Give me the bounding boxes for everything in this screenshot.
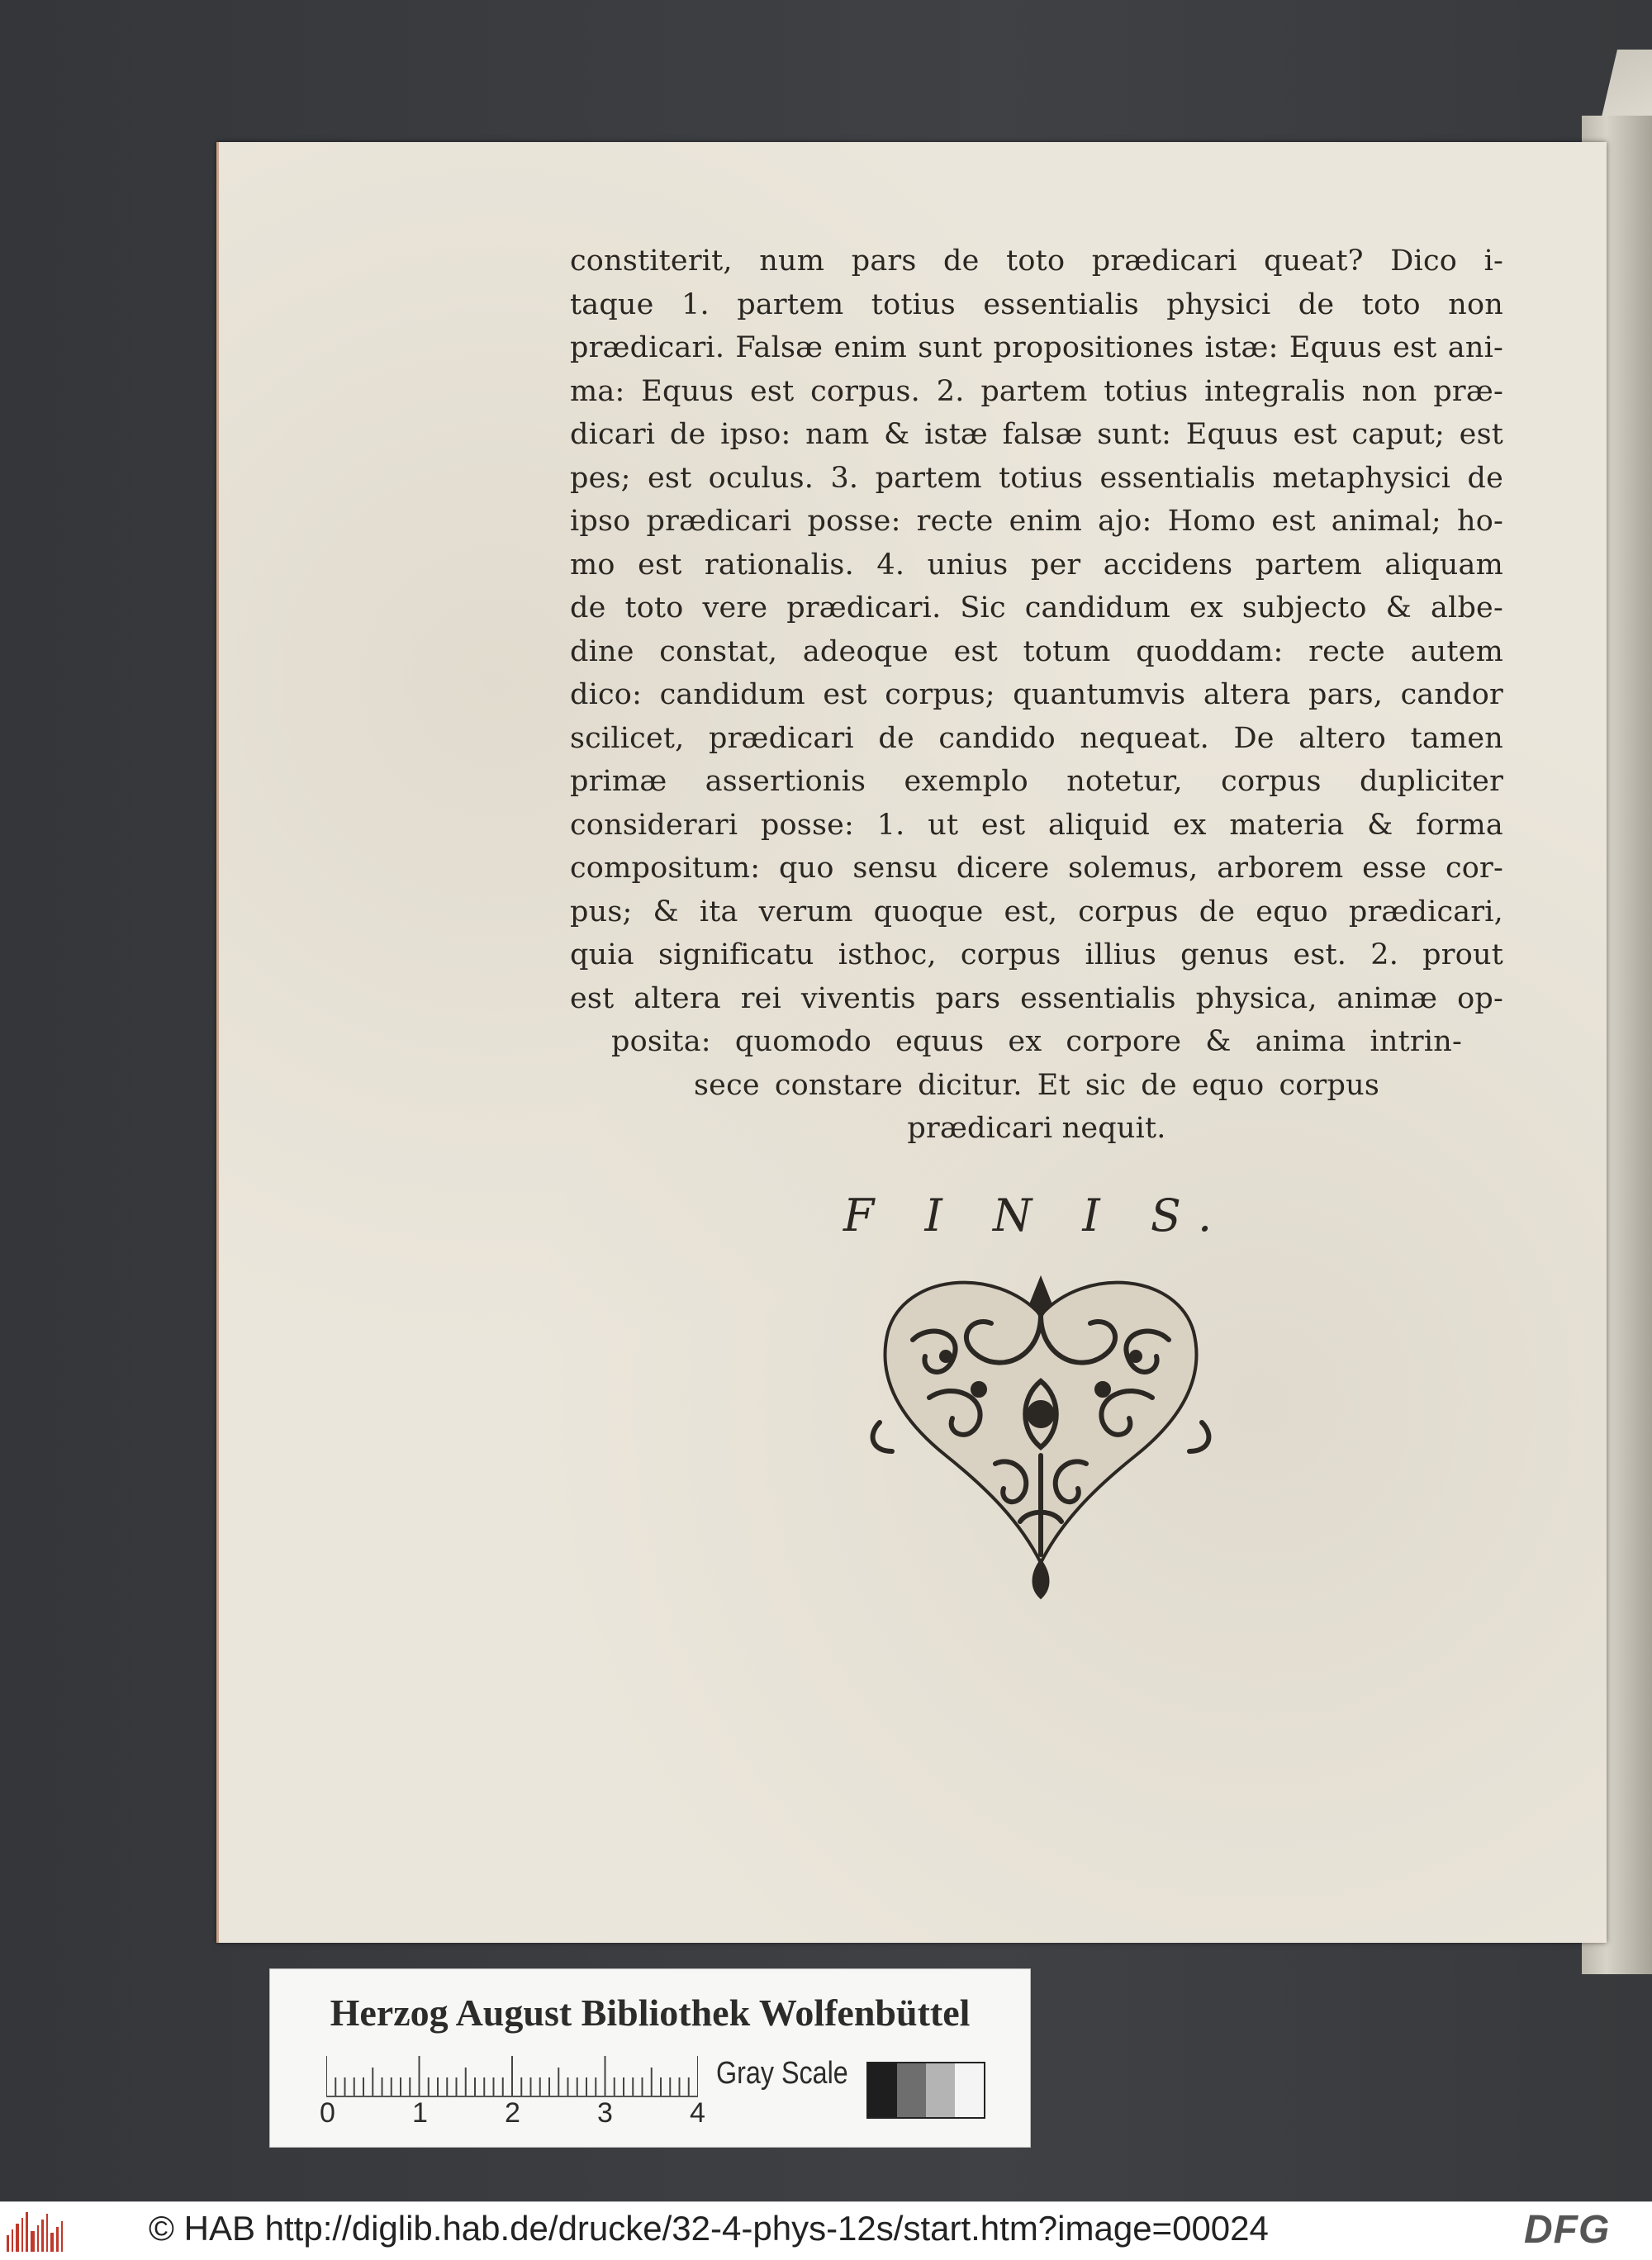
logo-bar bbox=[16, 2224, 19, 2252]
ruler-label: 1 bbox=[412, 2097, 428, 2129]
text-line: de toto vere prædicari. Sic candidum ex subjecto & albe- bbox=[570, 591, 1503, 624]
ruler-label: 4 bbox=[690, 2097, 705, 2129]
logo-bar bbox=[26, 2212, 28, 2252]
text-line: sece constare dicitur. Et sic de equo corpus bbox=[694, 1068, 1379, 1102]
library-name: Herzog August Bibliothek Wolfenbüttel bbox=[330, 1992, 971, 2034]
gray-swatch bbox=[955, 2063, 984, 2117]
copyright-url[interactable]: © HAB http://diglib.hab.de/drucke/32-4-phys-12s/start.htm?image=00024 bbox=[149, 2209, 1269, 2248]
text-line: considerari posse: 1. ut est aliquid ex materia & forma bbox=[570, 808, 1503, 842]
gray-scale-label: Gray Scale bbox=[716, 2056, 848, 2091]
ruler-label: 0 bbox=[320, 2097, 335, 2129]
gray-swatch bbox=[868, 2063, 897, 2117]
color-reference-card bbox=[269, 1968, 1031, 2148]
text-line: prædicari. Falsæ enim sunt propositiones istæ: Equus est ani- bbox=[570, 331, 1503, 364]
ruler-label: 2 bbox=[505, 2097, 520, 2129]
text-line: est altera rei viventis pars essentialis physica, animæ op- bbox=[570, 981, 1503, 1015]
logo-bar bbox=[46, 2214, 48, 2252]
text-line: quia significatu isthoc, corpus illius genus est. 2. prout bbox=[570, 938, 1503, 971]
logo-bar bbox=[7, 2235, 9, 2252]
ruler-labels bbox=[320, 2097, 723, 2130]
text-line: dico: candidum est corpus; quantumvis altera pars, candor bbox=[570, 678, 1503, 711]
logo-bar bbox=[41, 2220, 44, 2252]
logo-bar bbox=[37, 2225, 39, 2252]
text-line: primæ assertionis exemplo notetur, corpus dupliciter bbox=[570, 765, 1503, 798]
text-line: posita: quomodo equus ex corpore & anima intrin- bbox=[611, 1025, 1462, 1058]
text-line: pus; & ita verum quoque est, corpus de equo prædicari, bbox=[570, 895, 1503, 928]
ruler-scale bbox=[326, 2056, 698, 2097]
text-line: taque 1. partem totius essentialis physici de toto non bbox=[570, 287, 1503, 321]
footer-bar bbox=[0, 2201, 1652, 2260]
gray-swatch bbox=[926, 2063, 955, 2117]
text-line: mo est rationalis. 4. unius per accidens partem aliquam bbox=[570, 548, 1503, 582]
text-line: ipso prædicari posse: recte enim ajo: Homo est animal; ho- bbox=[570, 505, 1503, 538]
text-line: ma: Equus est corpus. 2. partem totius integralis non præ- bbox=[570, 374, 1503, 408]
dfg-logo: DFG bbox=[1524, 2208, 1611, 2252]
document-page bbox=[216, 142, 1607, 1943]
logo-bar bbox=[31, 2231, 35, 2252]
logo-bar bbox=[61, 2221, 63, 2252]
text-line: pes; est oculus. 3. partem totius essentialis metaphysici de bbox=[570, 461, 1503, 495]
hab-barcode-logo-icon bbox=[7, 2210, 71, 2252]
logo-bar bbox=[56, 2227, 59, 2252]
logo-bar bbox=[50, 2233, 54, 2252]
text-line: constiterit, num pars de toto prædicari queat? Dico i- bbox=[570, 245, 1503, 278]
gray-swatch bbox=[897, 2063, 926, 2117]
ruler-label: 3 bbox=[597, 2097, 613, 2129]
text-line: scilicet, prædicari de candido nequeat. De altero tamen bbox=[570, 721, 1503, 755]
logo-bar bbox=[12, 2229, 13, 2252]
logo-bar bbox=[21, 2218, 23, 2252]
text-line: compositum: quo sensu dicere solemus, arborem esse cor- bbox=[570, 852, 1503, 885]
fleuron-ornament-icon bbox=[855, 1257, 1227, 1604]
text-line: prædicari nequit. bbox=[907, 1112, 1166, 1145]
gray-scale-swatches bbox=[866, 2062, 985, 2119]
page-text-block bbox=[570, 240, 1503, 1151]
finis-heading: F I N I S. bbox=[843, 1189, 1231, 1242]
text-line: dine constat, adeoque est totum quoddam: recte autem bbox=[570, 634, 1503, 668]
text-line: dicari de ipso: nam & istæ falsæ sunt: Equus est caput; est bbox=[570, 418, 1503, 451]
